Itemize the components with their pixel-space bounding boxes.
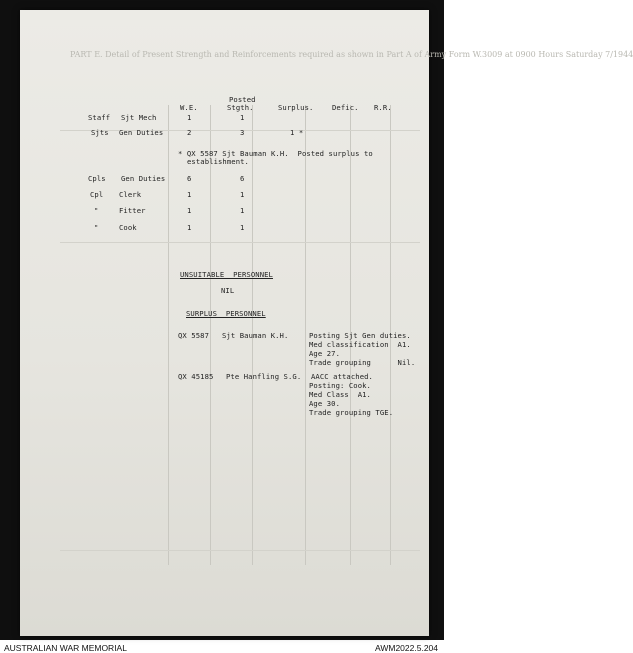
row-posted: 3: [240, 128, 245, 137]
surplus-entry-line: Trade grouping TGE.: [309, 408, 394, 417]
row-posted: 1: [240, 190, 245, 199]
surplus-entry-line: AACC attached.: [311, 372, 373, 381]
row-trade: Fitter: [119, 206, 146, 215]
surplus-entry-line: Age 27.: [309, 349, 340, 358]
row-trade: Clerk: [119, 190, 142, 199]
surplus-note-line: establishment.: [187, 157, 249, 166]
row-rank: Cpl: [90, 190, 104, 199]
column-header-rr: R.R.: [374, 103, 392, 112]
column-header-we: W.E.: [180, 103, 198, 112]
surplus-entry-id: QX 5587: [178, 331, 209, 340]
form-grid-line: [168, 105, 169, 565]
surplus-note-line: * QX 5587 Sjt Bauman K.H. Posted surplus to: [178, 149, 373, 158]
row-we: 6: [187, 174, 192, 183]
row-posted: 1: [240, 223, 245, 232]
row-trade: Sjt Mech: [121, 113, 157, 122]
archive-accession-number: AWM2022.5.204: [375, 643, 438, 653]
row-posted: 1: [240, 206, 245, 215]
row-posted: 1: [240, 113, 245, 122]
row-rank: Staff: [88, 113, 111, 122]
form-grid-line: [60, 242, 420, 243]
surplus-entry-line: Med classification A1.: [309, 340, 411, 349]
row-we: 2: [187, 128, 192, 137]
row-we: 1: [187, 113, 192, 122]
row-posted: 6: [240, 174, 245, 183]
row-we: 1: [187, 223, 192, 232]
surplus-entry-line: Posting Sjt Gen duties.: [309, 331, 411, 340]
surplus-entry-line: Posting: Cook.: [309, 381, 371, 390]
unsuitable-personnel-heading: UNSUITABLE PERSONNEL: [180, 270, 273, 279]
surplus-entry-id: QX 45185: [178, 372, 214, 381]
form-grid-line: [305, 105, 306, 565]
row-rank: ": [94, 206, 99, 215]
surplus-entry-line: Trade grouping Nil.: [309, 358, 416, 367]
form-part-heading: PART E. Detail of Present Strength and Reinforcements required as shown in Part A of Army Form W.3009 at 0900 Hours Saturday 7/1944: [70, 50, 633, 59]
form-grid-line: [210, 105, 211, 565]
surplus-personnel-heading: SURPLUS PERSONNEL: [186, 309, 266, 318]
row-rank: ": [94, 223, 99, 232]
surplus-entry-line: Med Class A1.: [309, 390, 371, 399]
surplus-entry-name: Pte Hanfling S.G.: [226, 372, 302, 381]
archive-credit: AUSTRALIAN WAR MEMORIAL: [4, 643, 127, 653]
row-trade: Cook: [119, 223, 137, 232]
row-trade: Gen Duties: [121, 174, 166, 183]
unsuitable-personnel-value: NIL: [221, 286, 235, 295]
row-we: 1: [187, 190, 192, 199]
column-header-surplus: Surplus.: [278, 103, 314, 112]
column-header-stgth: Stgth.: [227, 103, 254, 112]
column-header-posted: Posted: [229, 95, 256, 104]
row-surplus: 1 *: [290, 128, 304, 137]
surplus-entry-name: Sjt Bauman K.H.: [222, 331, 289, 340]
row-rank: Sjts: [91, 128, 109, 137]
document-page: [20, 10, 633, 636]
column-header-defic: Defic.: [332, 103, 359, 112]
row-trade: Gen Duties: [119, 128, 164, 137]
row-we: 1: [187, 206, 192, 215]
row-rank: Cpls: [88, 174, 106, 183]
form-grid-line: [60, 550, 420, 551]
surplus-entry-line: Age 30.: [309, 399, 340, 408]
